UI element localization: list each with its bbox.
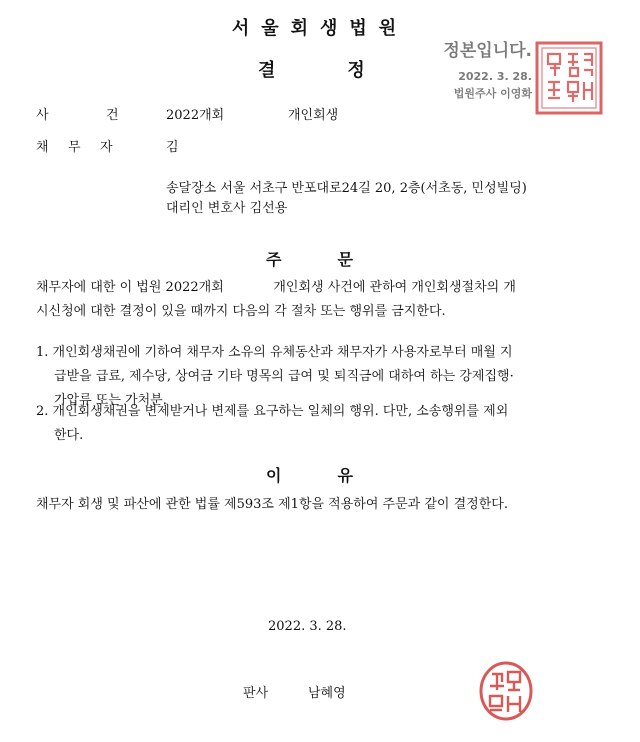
document-type: [258, 56, 365, 82]
certification-date: 2022. 3. 28.: [458, 70, 532, 83]
document-type-char-2: 정: [347, 60, 365, 81]
case-type: 개인회생: [288, 108, 339, 123]
service-address: 송달장소 서울 서초구 반포대로24길 20, 2층(서초동, 민성빌딩): [166, 181, 527, 196]
debtor-name: 김: [166, 140, 179, 155]
court-name: 서울회생법원: [231, 18, 409, 39]
reason-text: 채무자 회생 및 파산에 관한 법률 제593조 제1항을 적용하여 주문과 같이 결정한다.: [36, 497, 508, 512]
order-item-1: 1. 개인회생채권에 기하여 채무자 소유의 유체동산과 채무자가 사용자로부터 매월 지 급받을 급료, 제수당, 상여금 기타 명목의 급여 및 퇴직금에 대하여 하는 강제집행· 가압류 또는 가처분.: [36, 345, 514, 408]
order-intro: 채무자에 대한 이 법원 2022개회 개인회생 사건에 관하여 개인회생절차의 개 시신청에 대한 결정이 있을 때까지 다음의 각 절차 또는 행위를 금지한다.: [36, 280, 516, 319]
order-item-2: 2. 개인회생채권을 변제받거나 변제를 요구하는 일체의 행위. 다만, 소송행위를 제외 한다.: [36, 404, 509, 443]
judge-title: 판사: [243, 686, 269, 701]
certification-officer: 법원주사 이영화: [453, 87, 532, 100]
debtor-label: 채 무 자: [36, 140, 113, 155]
reason-heading: 이 유: [266, 466, 353, 485]
judge-seal-icon: [478, 660, 534, 722]
case-label: 사 건: [36, 108, 119, 123]
case-number: 2022개회: [166, 108, 225, 123]
document-type-char-1: 결: [258, 60, 276, 81]
court-officer-seal-icon: [534, 40, 604, 116]
order-heading: 주 문: [266, 250, 353, 269]
legal-agent: 대리인 변호사 김선용: [166, 201, 288, 216]
judge-name: 남혜영: [308, 686, 346, 701]
decision-date: 2022. 3. 28.: [268, 619, 347, 634]
certified-copy-label: 정본입니다.: [443, 41, 532, 61]
certification-block: [400, 36, 532, 101]
